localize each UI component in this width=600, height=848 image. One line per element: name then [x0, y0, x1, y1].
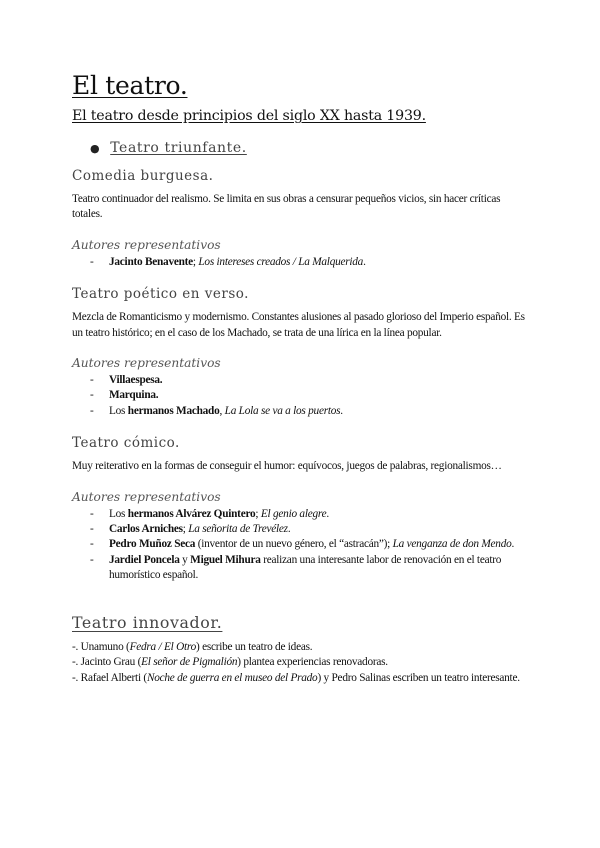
work-title: El genio alegre: [260, 507, 327, 520]
work-title: Fedra / El Otro: [129, 640, 196, 653]
author-name: Villaespesa.: [109, 374, 163, 387]
list-item: [90, 537, 532, 552]
trailing-text: .: [511, 538, 515, 551]
document-page: [72, 70, 532, 686]
work-title: Noche de guerra en el museo del Prado: [146, 671, 318, 684]
bullet-dot-icon: ●: [90, 141, 101, 155]
leading-text: Los: [109, 404, 128, 417]
comedia-authors-label: Autores representativos: [72, 237, 221, 252]
trailing-text: ) escribe un teatro de ideas.: [196, 640, 313, 653]
subsection-teatro-poetico-heading: Teatro poético en verso.: [72, 286, 249, 303]
page-title: El teatro.: [72, 71, 188, 100]
comedia-authors-list: [72, 255, 532, 270]
author-name: Carlos Arniches: [109, 523, 183, 536]
section-teatro-innovador-heading: Teatro innovador.: [72, 612, 223, 632]
leading-text: Los: [109, 507, 128, 520]
section-heading-text: Teatro triunfante.: [110, 140, 247, 156]
list-item: [90, 388, 532, 403]
work-title: La Lola se va a los puertos: [224, 404, 341, 417]
author-name: Jardiel Poncela: [109, 553, 180, 566]
separator-text: (inventor de un nuevo género, el “astracán”);: [195, 538, 393, 551]
list-item: [90, 373, 532, 388]
subsection-teatro-comico-heading: Teatro cómico.: [72, 435, 180, 452]
trailing-text: ) y Pedro Salinas escriben un teatro interesante.: [317, 671, 520, 684]
comico-authors-label: Autores representativos: [72, 489, 221, 504]
connector-text: y: [179, 553, 191, 566]
leading-text: -. Unamuno (: [72, 640, 130, 653]
author-name: hermanos Alvárez Quintero: [127, 507, 256, 520]
author-name: Marquina.: [109, 389, 159, 402]
innovador-lines: [72, 640, 532, 686]
trailing-text: .: [363, 255, 366, 268]
teatro-comico-text: Muy reiterativo en la formas de conseguir el humor: equívocos, juegos de palabras, regionalismos…: [72, 460, 502, 473]
trailing-text: .: [326, 507, 329, 520]
separator-text: ;: [255, 507, 261, 520]
trailing-text: .: [340, 404, 343, 417]
separator-text: ,: [219, 404, 225, 417]
author-name: Jacinto Benavente: [109, 255, 193, 268]
leading-text: -. Rafael Alberti (: [72, 671, 147, 684]
comico-authors-list: [72, 507, 532, 584]
section-teatro-triunfante-heading: [90, 140, 532, 156]
separator-text: ;: [182, 523, 189, 536]
separator-text: ;: [192, 255, 199, 268]
work-title: La señorita de Trevélez: [188, 523, 288, 536]
list-item: [90, 553, 532, 584]
list-item: [90, 507, 532, 522]
innovador-line: [72, 655, 532, 670]
trailing-text: realizan una interesante labor de renovación en el teatro humorístico español.: [109, 553, 502, 582]
work-title: La venganza de don Mendo: [392, 538, 512, 551]
work-title: El señor de Pigmalión: [141, 656, 238, 669]
page-subtitle: El teatro desde principios del siglo XX hasta 1939.: [72, 108, 426, 124]
innovador-line: [72, 671, 532, 686]
trailing-text: .: [287, 523, 291, 536]
subsection-comedia-burguesa-heading: Comedia burguesa.: [72, 168, 214, 184]
author-name: Miguel Mihura: [190, 553, 261, 566]
comedia-burguesa-text: Teatro continuador del realismo. Se limita en sus obras a censurar pequeños vicios, sin hacer críticas totales.: [72, 193, 501, 221]
leading-text: -. Jacinto Grau (: [72, 656, 142, 669]
innovador-line: [72, 640, 532, 655]
list-item: [90, 255, 532, 270]
trailing-text: ) plantea experiencias renovadoras.: [237, 656, 388, 669]
poetico-authors-list: [72, 373, 532, 419]
list-item: [90, 522, 532, 537]
poetico-authors-label: Autores representativos: [72, 356, 221, 371]
author-name: Pedro Muñoz Seca: [109, 538, 196, 551]
author-name: hermanos Machado: [127, 404, 220, 417]
teatro-poetico-text: Mezcla de Romanticismo y modernismo. Constantes alusiones al pasado glorioso del Imperio español. Es un teatro histórico; en el caso de los Machado, se trata de una lírica en la línea popular.: [72, 311, 525, 339]
list-item: [90, 404, 532, 419]
work-title: Los intereses creados / La Malquerida: [198, 255, 364, 268]
